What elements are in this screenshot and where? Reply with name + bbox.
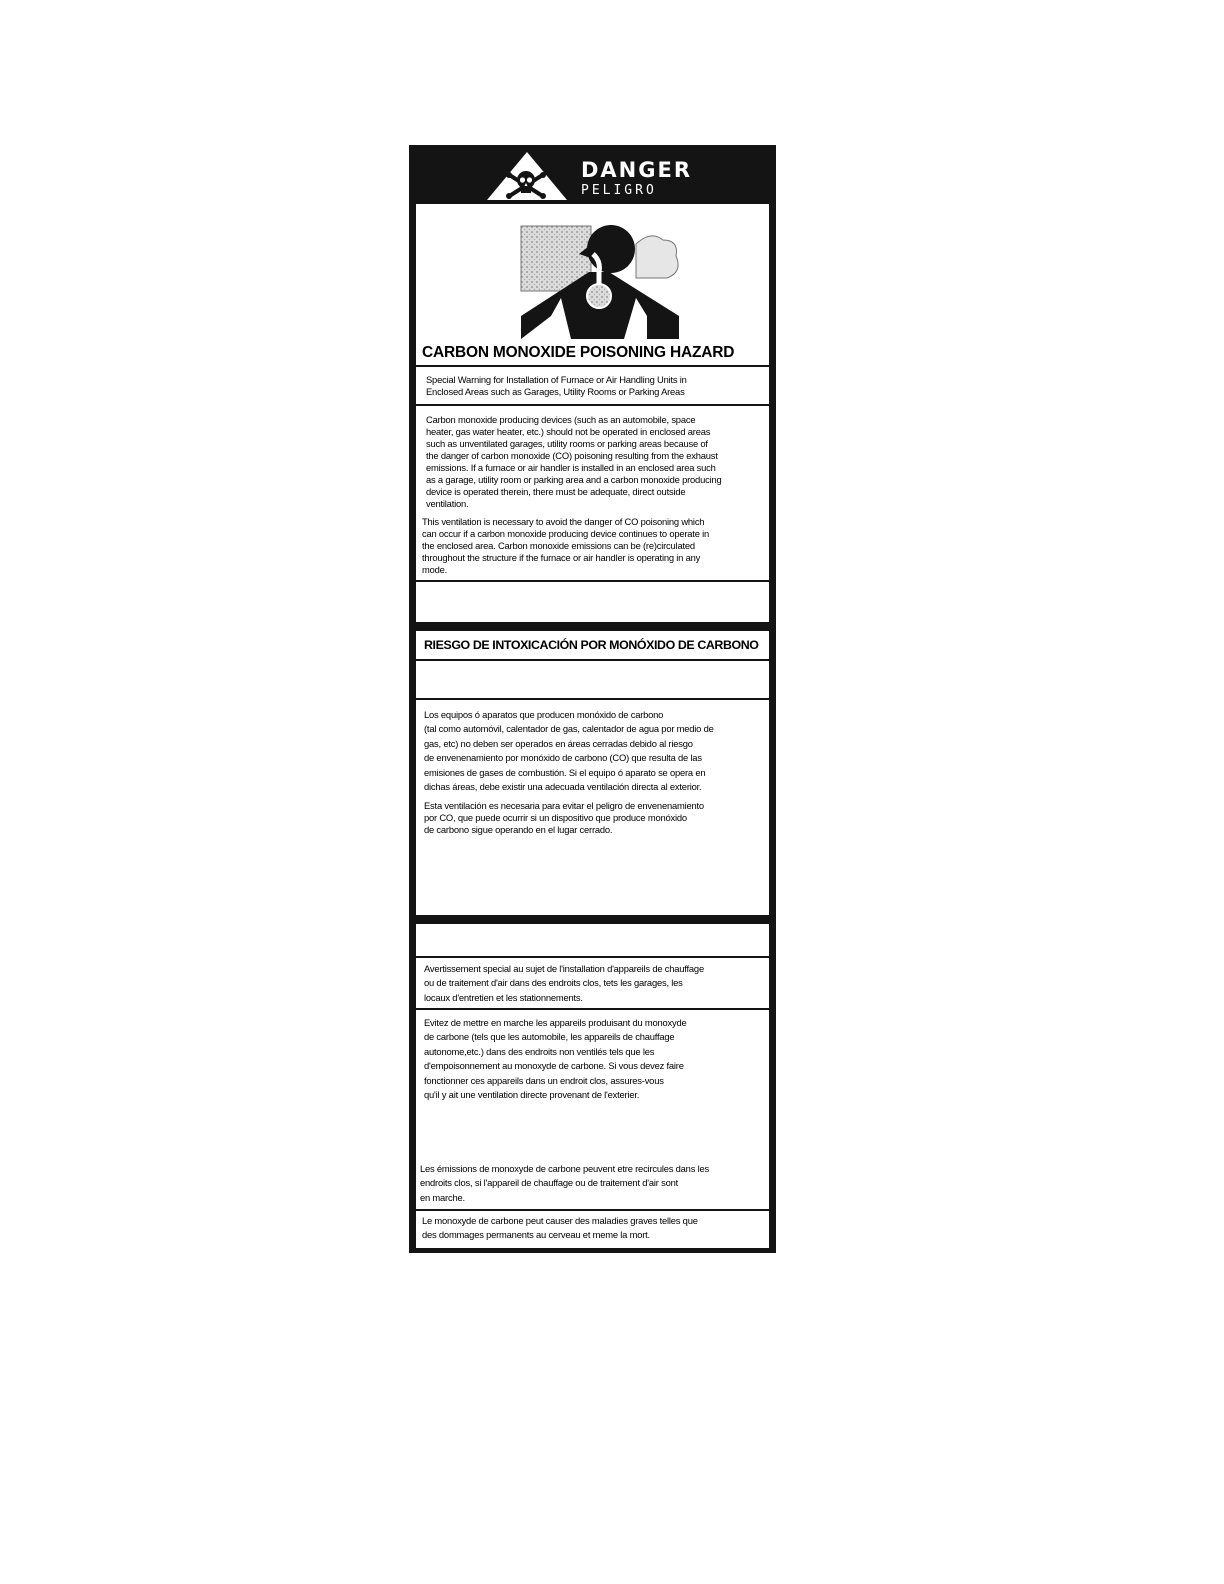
blank-panel-1 xyxy=(416,582,769,622)
english-section xyxy=(416,204,769,580)
english-paragraph-2: This ventilation is necessary to avoid the danger of CO poisoning which can occur if a carbon monoxide producing device continues to operate in the enclosed area. Carbon monoxide emissions can be (re)circulated throughout the structure if the furnace or air handler is operating in any mode. xyxy=(422,516,710,575)
danger-signal-word: DANGER xyxy=(581,158,693,182)
french-paragraph-3: Le monoxyde de carbone peut causer des maladies graves telles que des dommages permanents au cerveau et meme la mort. xyxy=(422,1215,698,1241)
peligro-signal-word: PELIGRO xyxy=(581,183,657,198)
french-paragraph-1: Evitez de mettre en marche les appareils produisant du monoxyde de carbone (tels que les automobile, les appareils de chauffage autonome,etc.) dans des endroits non ventilés tels que les d'empoisonnement au monoxyde de carbone. Si vous devez faire fonctionner ces appareils dans un endroit clos, assures-vous qu'il y ait une ventilation directe provenant de l'exterier. xyxy=(424,1017,687,1101)
skull-crossbones-warning-icon xyxy=(486,151,568,201)
danger-header xyxy=(409,145,776,203)
spanish-section xyxy=(416,631,769,916)
french-special-warning: Avertissement special au sujet de l'installation d'appareils de chauffage ou de traitement d'air dans des endroits clos, tets les garages, les locaux d'entretien et les stationnements. xyxy=(424,963,704,1003)
french-paragraph-2: Les émissions de monoxyde de carbone peuvent etre recircules dans les endroits clos, si l'appareil de chauffage ou de traitement d'air sont en marche. xyxy=(420,1163,709,1203)
english-hazard-title: CARBON MONOXIDE POISONING HAZARD xyxy=(422,344,735,361)
spanish-paragraph-1: Los equipos ó aparatos que producen monóxido de carbono (tal como automóvil, calentador de gas, calentador de agua por medio de gas, etc) no deben ser operados en áreas cerradas debido al riesgo de envenenamiento por monóxido de carbono (CO) que resulta de las emisiones de gases de combustión. Si el equipo ó aparato se opera en dichas áreas, debe existir una adecuada ventilación directa al exterior. xyxy=(424,709,714,793)
english-special-warning: Special Warning for Installation of Furnace or Air Handling Units in Enclosed Areas such as Garages, Utility Rooms or Parking Areas xyxy=(426,374,687,397)
spanish-hazard-title: RIESGO DE INTOXICACIÓN POR MONÓXIDO DE CARBONO xyxy=(424,638,759,652)
carbon-monoxide-inhalation-pictogram xyxy=(511,216,686,341)
blank-panel-2 xyxy=(416,875,769,915)
english-paragraph-1: Carbon monoxide producing devices (such as an automobile, space heater, gas water heater, etc.) should not be operated in enclosed areas such as unventilated garages, utility rooms or parking areas because of the danger of carbon monoxide (CO) poisoning resulting from the exhaust emissions. If a furnace or air handler is installed in an enclosed area such as a garage, utility room or parking area and a carbon monoxide producing device is operated therein, there must be adequate, direct outside ventilation. xyxy=(426,414,722,509)
spanish-paragraph-2: Esta ventilación es necesaria para evitar el peligro de envenenamiento por CO, que puede ocurrir si un dispositivo que produce monóxido de carbono sigue operando en el lugar cerrado. xyxy=(424,800,704,835)
french-section xyxy=(416,924,769,1248)
danger-label xyxy=(409,145,776,1253)
